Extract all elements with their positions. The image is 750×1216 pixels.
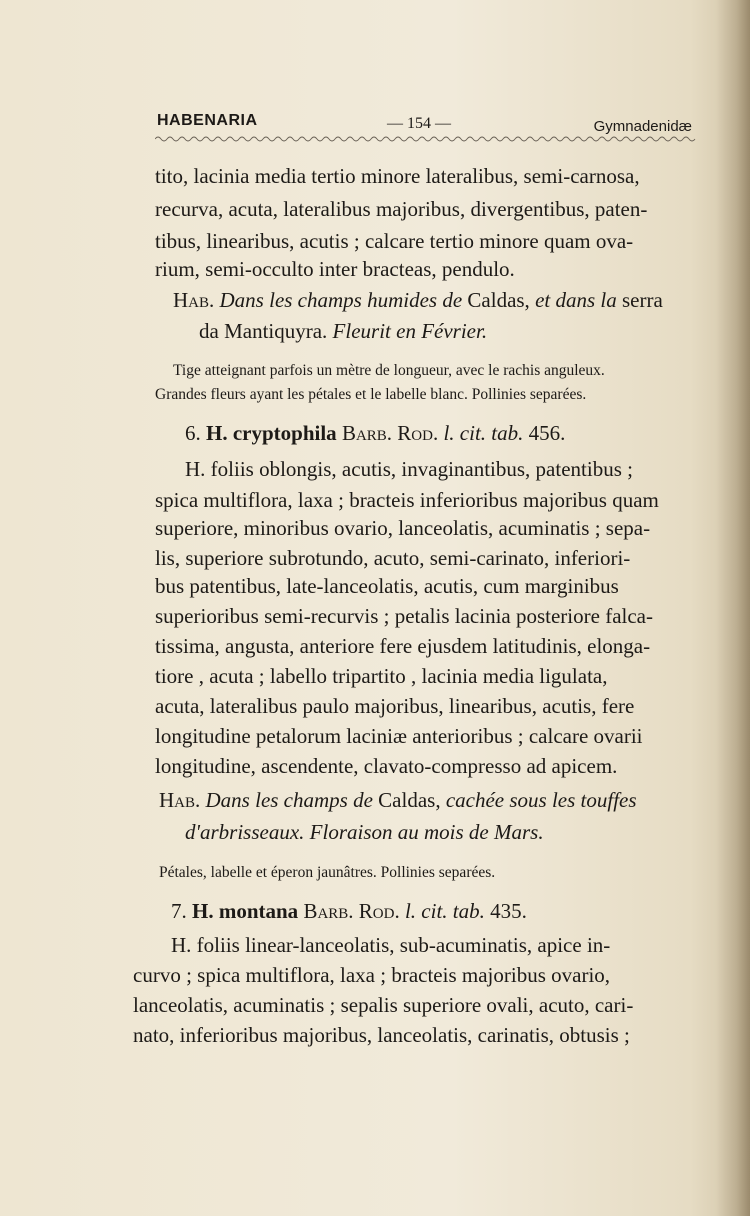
habitat-label: Hab. xyxy=(173,288,215,312)
species-heading xyxy=(185,420,565,446)
note-line: Grandes fleurs ayant les pétales et le labelle blanc. Pollinies separées. xyxy=(155,386,587,403)
habitat-text: cachée sous les touffes xyxy=(445,788,637,812)
body-line: superioribus semi-recurvis ; petalis lacinia posteriore falca- xyxy=(155,604,653,628)
body-line: longitudine petalorum laciniæ anterioribus ; calcare ovarii xyxy=(155,724,643,748)
species-author: Barb. Rod. xyxy=(341,421,439,445)
habitat-text: et dans la xyxy=(535,288,617,312)
habitat-place: serra xyxy=(621,288,663,312)
body-line: curvo ; spica multiflora, laxa ; bracteis majoribus ovario, xyxy=(133,963,611,987)
body-line: tito, lacinia media tertio minore lateralibus, semi-carnosa, xyxy=(155,164,640,188)
habitat-place: Caldas, xyxy=(467,288,530,312)
body-line: tiore , acuta ; labello tripartito , lacinia media ligulata, xyxy=(155,664,608,688)
body-line: H. foliis oblongis, acutis, invaginantibus, patentibus ; xyxy=(185,457,633,481)
species-author: Barb. Rod. xyxy=(303,899,400,923)
page-number: — 154 — xyxy=(387,115,451,132)
habitat-place: da Mantiquyra. xyxy=(199,319,328,343)
body-line: acuta, lateralibus paulo majoribus, linearibus, acutis, fere xyxy=(155,694,635,718)
species-plate: 456. xyxy=(528,421,566,445)
habitat-line xyxy=(173,287,663,313)
body-line: H. foliis linear-lanceolatis, sub-acuminatis, apice in- xyxy=(171,933,611,957)
body-line: recurva, acuta, lateralibus majoribus, divergentibus, paten- xyxy=(155,197,648,221)
note-line: Tige atteignant parfois un mètre de longueur, avec le rachis anguleux. xyxy=(173,362,605,379)
body-line: longitudine, ascendente, clavato-compresso ad apicem. xyxy=(155,754,618,778)
species-name: H. cryptophila xyxy=(206,421,337,445)
body-line: spica multiflora, laxa ; bracteis inferioribus majoribus quam xyxy=(155,488,659,512)
page-gutter-shadow xyxy=(716,0,750,1216)
habitat-text: Fleurit en Février. xyxy=(332,319,488,343)
header-family: Gymnadenidæ xyxy=(593,118,692,135)
body-line: bus patentibus, late-lanceolatis, acutis, cum marginibus xyxy=(155,574,619,598)
habitat-text: Dans les champs de xyxy=(205,788,373,812)
body-line: rium, semi-occulto inter bracteas, pendulo. xyxy=(155,257,515,281)
species-number: 7. xyxy=(171,899,187,923)
habitat-place: Caldas, xyxy=(378,788,441,812)
species-reference: l. cit. tab. xyxy=(404,899,485,923)
body-line: nato, inferioribus majoribus, lanceolatis, carinatis, obtusis ; xyxy=(133,1023,630,1047)
habitat-line xyxy=(199,318,487,344)
body-line: lis, superiore subrotundo, acuto, semi-carinato, inferiori- xyxy=(155,546,631,570)
species-name: H. montana xyxy=(192,899,299,923)
habitat-text: Dans les champs humides de xyxy=(219,288,463,312)
header-genus: HABENARIA xyxy=(157,112,258,129)
running-header xyxy=(155,112,700,140)
habitat-label: Hab. xyxy=(159,788,201,812)
habitat-line xyxy=(159,787,637,813)
species-reference: l. cit. tab. xyxy=(443,421,524,445)
body-line: lanceolatis, acuminatis ; sepalis superiore ovali, acuto, cari- xyxy=(133,993,634,1017)
body-line: tissima, angusta, anteriore fere ejusdem latitudinis, elonga- xyxy=(155,634,651,658)
species-heading xyxy=(171,898,527,924)
habitat-line: d'arbrisseaux. Floraison au mois de Mars. xyxy=(185,820,544,844)
body-line: tibus, linearibus, acutis ; calcare tertio minore quam ova- xyxy=(155,229,634,253)
header-ornament-rule xyxy=(155,134,700,144)
species-number: 6. xyxy=(185,421,201,445)
species-plate: 435. xyxy=(490,899,527,923)
note-line: Pétales, labelle et éperon jaunâtres. Pollinies separées. xyxy=(159,864,496,881)
body-line: superiore, minoribus ovario, lanceolatis, acuminatis ; sepa- xyxy=(155,516,651,540)
